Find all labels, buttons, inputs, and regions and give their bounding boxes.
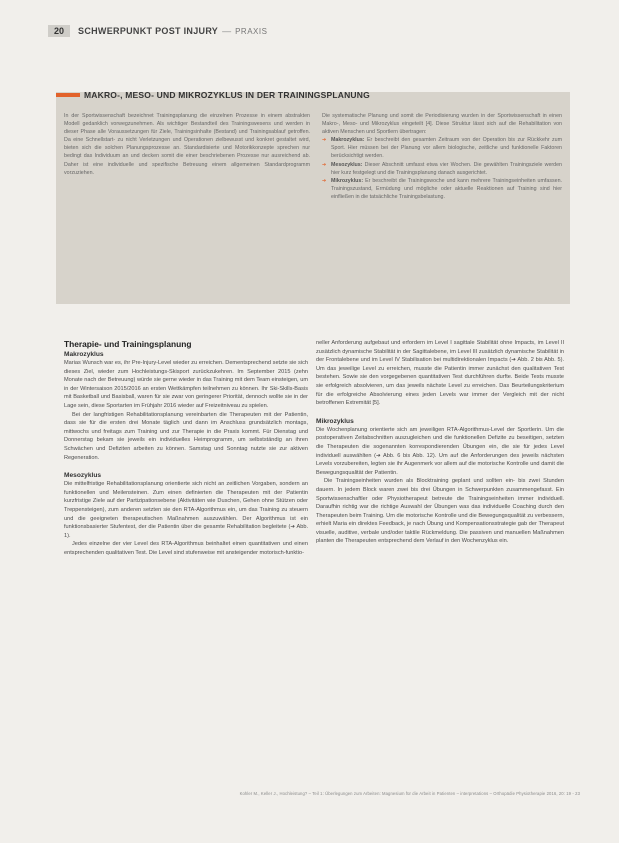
cycle-list xyxy=(322,136,562,201)
paragraph: Die Trainingseinheiten wurden als Blocktraining geplant und sollten ein- bis zwei Stunden dauern. In jedem Block waren zwei bis drei Übungen in Schwerpunkten zusammengefasst. Ein Sportwissenschaftler oder Physiotherapeut betreute die Trainingseinheiten immer individuell. Daraufhin richtig war die richtige Auswahl der Übungen was das individuelle Coaching durch den Therapeuten beim Training. Um die motorische Kontrolle und die Bewegungsqualität zu verbessern, erhielt Maria ein direktes Feedback, je nach Übung und Kompensationsstrategie gab der Therapeut visuelle, auditive, verbale und/oder taktile Rückmeldung. Die passiven und manuellen Maßnahmen planten die Therapeuten entsprechend dem Verlauf in den Wochenzyklus ein. xyxy=(316,478,564,545)
citation-footer: Kohler M., Keller J., Hochleistung? – Teil 1: Überlegungen zum Arbeiten: Magnesium für die Arbeit in Patienten – interpretations – Orthopädie Physiotherapie 2016, 20: 19 - 23 xyxy=(239,791,580,796)
paragraph: Marias Wunsch war es, ihr Pre-Injury-Level wieder zu erreichen. Dementsprechend setzte sie sich dieses Ziel, wieder zum Hochleistungs-Skisport zurückzukehren. Im September 2015 (zehn Monate nach der Betreuung) würde sie gerne wieder in das Training mit dem Team einsteigen, um in der Wintersaison 2015/2016 an ersten Wettkämpfen teilnehmen zu können. Ihr Ski-Skills-Basis mit Basketball und Basisball, waren für sie zwar von geringerer Priorität, dennoch wollte sie in der Lage sein, diese Sportarten im Frühjahr 2016 wieder auf Freizeitniveau zu spielen. xyxy=(64,360,308,409)
info-box-left-text xyxy=(64,112,310,302)
cycle-term: Mikrozyklus: xyxy=(331,177,364,184)
info-box-right-text xyxy=(322,112,562,302)
page-header xyxy=(48,24,588,38)
subheading-makrozyklus: Makrozyklus xyxy=(64,351,104,358)
list-item xyxy=(322,177,562,201)
list-item xyxy=(322,136,562,160)
left-column xyxy=(64,339,308,557)
article-heading: Therapie- und Trainingsplanung xyxy=(64,339,192,349)
cycle-description: Er beschreibt den gesamten Zeitraum von der Operation bis zur Rückkehr zum Sport. Hier müssen bei der Planung vor allem biologische, zeitliche und funktionelle Faktoren berücksichtigt werden. xyxy=(331,137,562,160)
cycle-description: Dieser Abschnitt umfasst etwa vier Wochen. Die gewählten Trainingsziele werden hier kurz festgelegt und die Trainingsplanung danach ausgerichtet. xyxy=(331,161,562,176)
paragraph: Die Wochenplanung orientierte sich am jeweiligen RTA-Algorithmus-Level der Sportlerin. Um die postoperativen Zeitabschnitten auszugleichen und die funktionellen Defizite zu beseitigen, setzten die Therapeuten die sogenannten korrespondierenden Übungen ein, die sie für jedes Level individuell auswählten (➔ Abb. 6 bis Abb. 12). Um auf die Anforderungen des jeweils nächsten Levels vorzubereiten, legten sie ihr Augenmerk vor allem auf die motorische Kontrolle und damit die Bewegungsqualität der Patientin. xyxy=(316,426,564,476)
subheading-mikrozyklus: Mikrozyklus xyxy=(316,417,354,425)
info-box-right-intro: Die systematische Planung und somit die Periodisierung wurden in der Sportwissenschaft in einen Makro-, Meso- und Mikrozyklus eingeteilt [4]. Diese Struktur lässt sich auf die Rehabilitation von aktiven Menschen und Sportlern übertragen: xyxy=(322,113,562,136)
paragraph: Jedes einzelne der vier Level des RTA-Algorithmus beinhaltet einen quantitativen und einen entsprechenden qualitativen Test. Die Level sind stufenweise mit ansteigender motorisch-funktio- xyxy=(64,541,308,556)
cycle-term: Makrozyklus: xyxy=(331,137,365,144)
cycle-term: Mesozyklus: xyxy=(331,161,363,168)
paragraph: Bei der langfristigen Rehabilitationsplanung vereinbarten die Therapeuten mit der Patientin, dass sie für die ersten drei Monate täglich und dann im Anschluss grundsätzlich montags, mittwochs und freitags zum Training und zur Therapie in die Praxis kommt. Für Dienstag und Donnerstag bekam sie jeweils ein individuelles Heimprogramm, um selbstständig an ihren Schwächen und Defiziten arbeiten zu können. Samstag und Sonntag nutzte sie zur aktiven Regeneration. xyxy=(64,411,308,461)
list-item xyxy=(322,161,562,177)
section-title: SCHWERPUNKT POST INJURY xyxy=(78,26,219,36)
paragraph: Die mittelfristige Rehabilitationsplanung orientierte sich nicht an zeitlichen Vorgaben, sondern an funktionellen und Meilensteinen. Zum einen definierten die Therapeuten mit der Patientin kurzfristige Ziele auf der Partizipationsebene (Aktivitäten wie Duschen, Gehen ohne Stützen oder Treppensteigen), zum anderen setzten sie den RTA-Algorithmus ein, um das Training zu steuern und die geeigneten therapeutischen Maßnahmen auszuwählen. Der Algorithmus ist ein funktionsbasierter Stufentest, der die Patientin über die gesamte Rehabilitation begleitete (➔ Abb. 1). xyxy=(64,481,308,539)
subsection-title: PRAXIS xyxy=(235,26,268,36)
subheading-mesozyklus: Mesozyklus xyxy=(64,472,102,480)
paragraph: neller Anforderung aufgebaut und erfordern im Level I sagittale Stabilität ohne Impacts, im Level II zusätzlich dynamische Stabilität in der Sagittalebene, im Level III zusätzlich dynamische Stabilität in der Frontalebene und im Level IV Stabilisation bei multidirektionalen Impacts (➔ Abb. 2 bis Abb. 5). Um das jeweilige Level zu erreichen, musste die Patientin immer zunächst den qualitativen Test bestehen. Sowie sie den vorgegebenen quantitativen Test durchführen durfte. Beide Tests musste sie erfolgreich absolvieren, um das jeweils nächste Level zu erreichen. Das Beurteilungskriterium für die erfolgreiche Absolvierung eines jeden Levels war immer der Vergleich mit der nicht betroffenen Extremität [5]. xyxy=(316,340,564,407)
info-box-left-paragraph: In der Sportwissenschaft bezeichnet Trainingsplanung die einzelnen Prozesse in einem abstrakten Modell gedanklich vorwegzunehmen. Als wichtiger Bestandteil des Trainingswesens und werden in dieser Phase alle Voraussetzungen für Ziele, Trainingsinhalte (Bestand) und Trainingsablauf getroffen. Da eine Schnellstart- zu nicht Verletzungen und Operationen zielbewusst und konkret gestaltet wird, bieten sich die solchen Planungsprozesse an. Standardisierte und Motorikkonzepte sprechen nur bedingt das Individuum an und decken somit die einer beschriebenen Prozesse nur ausreichend ab. Daher ist eine individuelle und spezifische Betreuung einem allgemeinen Standardprogramm vorzuziehen. xyxy=(64,113,310,176)
accent-bar xyxy=(56,93,80,97)
right-column xyxy=(316,339,564,546)
info-box-title-text: MAKRO-, MESO- UND MIKROZYKLUS IN DER TRAININGSPLANUNG xyxy=(84,90,370,100)
page-number: 20 xyxy=(48,25,70,37)
header-separator: — xyxy=(222,26,232,36)
cycle-description: Er beschreibt die Trainingswoche und kann mehrere Trainingseinheiten umfassen. Trainingszustand, Ermüdung und mögliche oder aktuelle Reaktionen auf Training sind hier einfließen in die tatsächliche Trainingsbelastung. xyxy=(331,177,562,200)
info-box-title xyxy=(56,90,570,100)
